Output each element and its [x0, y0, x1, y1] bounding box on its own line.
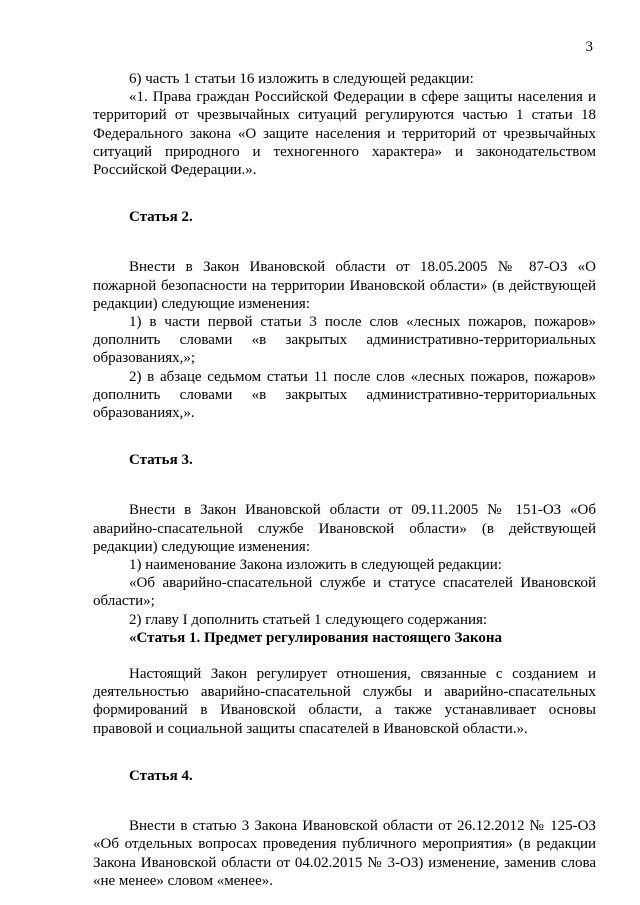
article-3-intro: Внести в Закон Ивановской области от 09.11.2005 № 151-ОЗ «Об аварийно-спасательной службе Ивановской области» (в действующей редакции) следующие изменения:: [93, 502, 596, 555]
article-2-intro: Внести в Закон Ивановской области от 18.05.2005 № 87-ОЗ «О пожарной безопасности на территории Ивановской области» (в действующей редакции) следующие изменения:: [93, 259, 596, 312]
article-2-item-1: 1) в части первой статьи 3 после слов «лесных пожаров, пожаров» дополнить словами «в закрытых административно-территориальных образованиях,»;: [93, 314, 596, 367]
article-2-item-2: 2) в абзаце седьмом статьи 11 после слов «лесных пожаров, пожаров» дополнить словами «в закрытых административно-территориальных образованиях,».: [93, 368, 596, 422]
article-3-item-1: 1) наименование Закона изложить в следующей редакции:: [129, 557, 502, 574]
article-4-heading: Статья 4.: [129, 767, 193, 784]
page-number: 3: [585, 39, 593, 55]
document-body: [93, 70, 596, 890]
new-article-1-text: Настоящий Закон регулирует отношения, связанные с созданием и деятельностью аварийно-спасательной службы и аварийно-спасательных формирований в Ивановской области, а также устанавливает основы правовой и социальной защиты спасателей в Ивановской области.».: [93, 666, 596, 737]
article-3-new-title: «Об аварийно-спасательной службе и статусе спасателей Ивановской области»;: [93, 575, 596, 610]
article-3-heading: Статья 3.: [129, 452, 193, 469]
amendment-text-part-1: «1. Права граждан Российской Федерации в сфере защиты населения и территорий от чрезвычайных ситуаций регулируются частью 1 статьи 18 Федерального закона «О защите населения и территорий от чрезвычайных ситуаций природного и техногенного характера» и законодательством Российской Федерации.».: [93, 89, 596, 179]
article-3-item-2: 2) главу I дополнить статьей 1 следующего содержания:: [129, 611, 488, 628]
amendment-item-6: 6) часть 1 статьи 16 изложить в следующей редакции:: [129, 71, 474, 87]
article-2-heading: Статья 2.: [129, 209, 193, 226]
article-4-text: Внести в статью 3 Закона Ивановской области от 26.12.2012 № 125-ОЗ «Об отдельных вопросах проведения публичного мероприятия» (в редакции Закона Ивановской области от 04.02.2015 № 3-ОЗ) изменение, заменив слова «не менее» словом «менее».: [93, 818, 596, 889]
new-article-1-heading: «Статья 1. Предмет регулирования настоящего Закона: [129, 629, 503, 646]
